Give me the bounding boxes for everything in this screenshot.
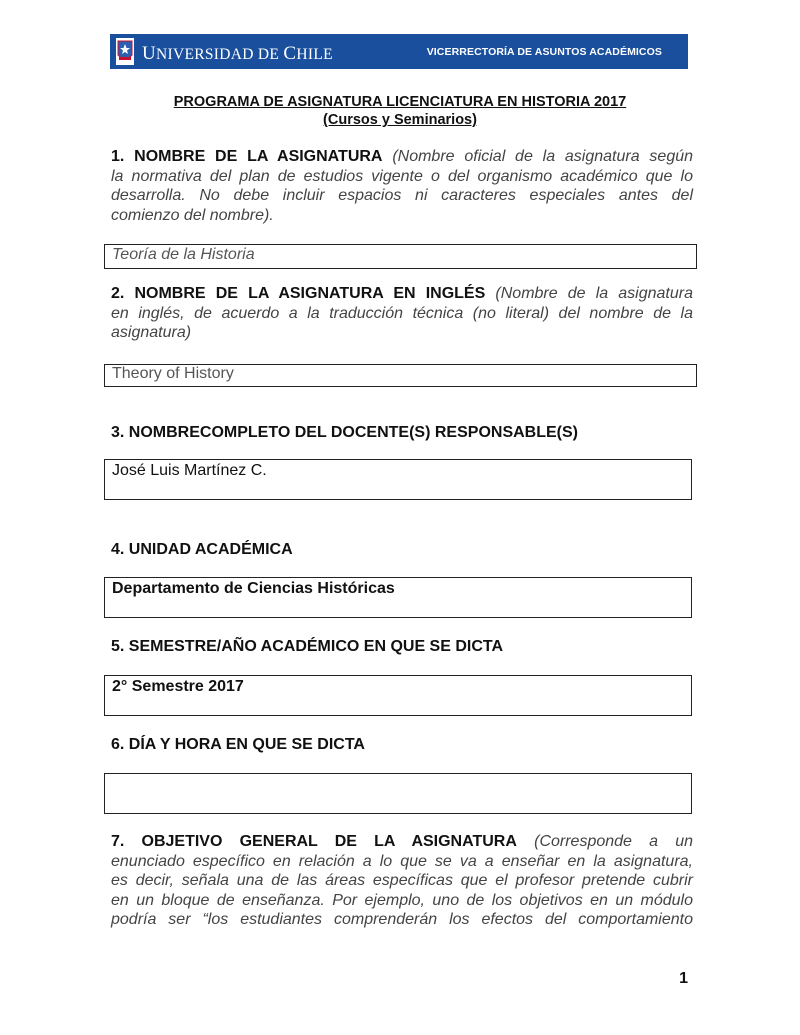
section-5-heading: 5. SEMESTRE/AÑO ACADÉMICO EN QUE SE DICTA: [111, 638, 504, 655]
section-1-first-line: [111, 147, 693, 167]
course-name-field[interactable]: [104, 244, 697, 269]
section-2-heading: 2. NOMBRE DE LA ASIGNATURA EN INGLÉS: [111, 285, 486, 302]
page-number: 1: [679, 970, 688, 987]
section-7-note-line-5: podría ser “los estudiantes comprenderán los efectos del comportamiento: [111, 911, 693, 928]
section-7-heading: 7. OBJETIVO GENERAL DE LA ASIGNATURA: [111, 833, 517, 850]
section-2: [111, 284, 693, 343]
section-7-note-line-2: enunciado específico en relación a lo que se va a enseñar en la asignatura,: [111, 852, 693, 870]
english-name-value: Theory of History: [112, 365, 234, 382]
section-2-note-line-2: en inglés, de acuerdo a la traducción técnica (no literal) del nombre de la: [111, 304, 693, 322]
university-seal-icon: [116, 38, 134, 65]
section-1-note-line-1: (Nombre oficial de la asignatura según: [392, 148, 694, 165]
academic-unit-field[interactable]: [104, 577, 692, 618]
teacher-name-value: José Luis Martínez C.: [112, 462, 267, 479]
section-2-note-line-3: asignatura): [111, 324, 192, 341]
schedule-field[interactable]: [104, 773, 692, 814]
university-name: UNIVERSIDAD DE CHILE: [142, 43, 333, 64]
section-1: [111, 147, 693, 225]
course-name-value: Teoría de la Historia: [112, 246, 255, 263]
section-7-note-line-3: es decir, señala una de las áreas específicas que el profesor pretende cubrir: [111, 872, 693, 889]
section-3-heading: 3. NOMBRECOMPLETO DEL DOCENTE(S) RESPONSABLE(S): [111, 424, 578, 441]
english-name-field[interactable]: [104, 364, 697, 387]
section-1-heading: 1. NOMBRE DE LA ASIGNATURA: [111, 148, 383, 165]
section-6-heading: 6. DÍA Y HORA EN QUE SE DICTA: [111, 736, 365, 753]
header-banner: [110, 34, 688, 69]
section-7-note-line-1: (Corresponde a un: [534, 833, 693, 850]
vicerrectoria-label: VICERRECTORÍA DE ASUNTOS ACADÉMICOS: [426, 46, 662, 58]
section-1-note-line-4: comienzo del nombre).: [111, 206, 274, 224]
section-1-note-line-3: desarrolla. No debe incluir espacios ni caracteres especiales antes del: [111, 187, 693, 204]
semester-value: 2° Semestre 2017: [112, 678, 244, 695]
semester-field[interactable]: [104, 675, 692, 716]
section-7-note-line-4: en un bloque de enseñanza. Por ejemplo, uno de los objetivos en un módulo: [111, 891, 693, 909]
teacher-name-field[interactable]: [104, 459, 692, 500]
academic-unit-value: Departamento de Ciencias Históricas: [112, 580, 395, 597]
document-title: PROGRAMA DE ASIGNATURA LICENCIATURA EN HISTORIA 2017: [173, 94, 627, 110]
document-subtitle: (Cursos y Seminarios): [323, 112, 477, 128]
section-2-note-line-1: (Nombre de la asignatura: [495, 285, 693, 302]
section-7: [111, 832, 693, 930]
section-4-heading: 4. UNIDAD ACADÉMICA: [111, 541, 293, 558]
section-1-note-line-2: la normativa del plan de estudios vigente o del organismo académico que lo: [111, 167, 693, 185]
